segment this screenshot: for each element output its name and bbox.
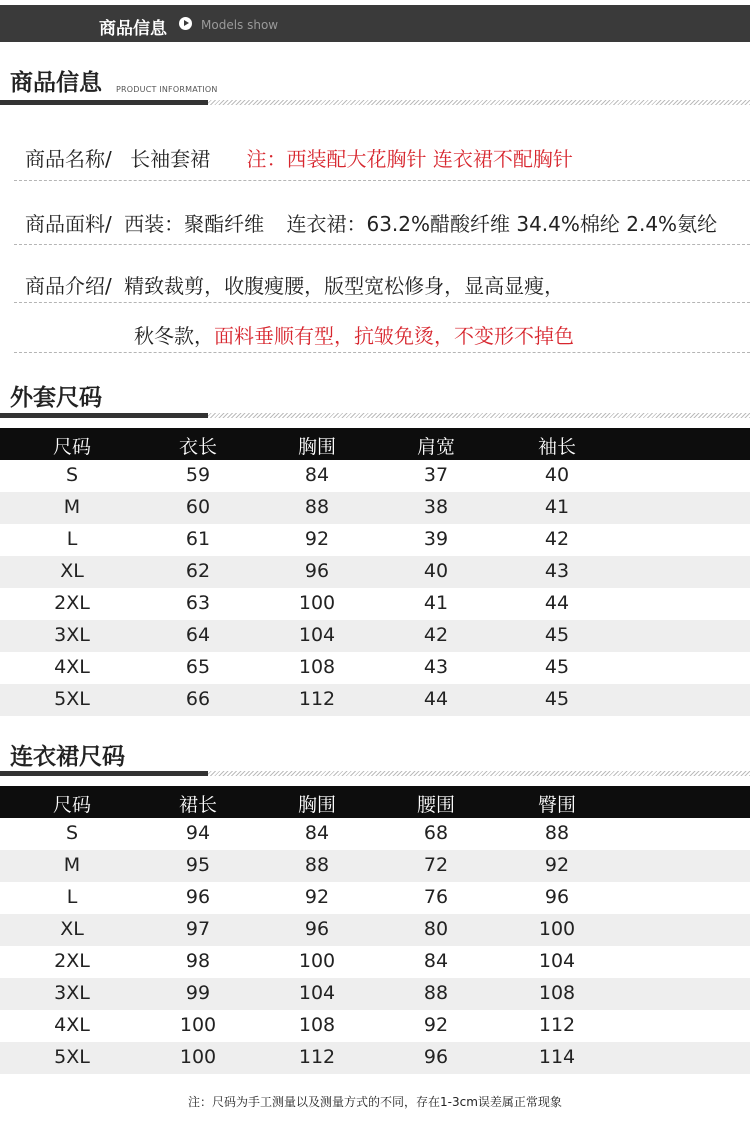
table-cell: 98 xyxy=(185,950,211,972)
table-cell: 3XL xyxy=(54,982,90,1004)
table-cell: 76 xyxy=(423,886,449,908)
table-cell: 104 xyxy=(298,982,336,1004)
table-cell: 38 xyxy=(423,496,449,518)
section-divider-dark xyxy=(0,100,208,105)
table-header-cell: 袖长 xyxy=(537,436,576,458)
table-cell: 108 xyxy=(298,656,336,678)
table-cell: 65 xyxy=(185,656,211,678)
table-cell: 96 xyxy=(185,886,211,908)
table-row xyxy=(0,818,750,850)
table-header-cell: 胸围 xyxy=(297,436,336,458)
table-cell: 112 xyxy=(298,688,336,710)
table-row xyxy=(0,460,750,492)
table-cell: 97 xyxy=(185,918,211,940)
table-header-cell: 肩宽 xyxy=(416,436,455,458)
table-cell: 40 xyxy=(423,560,449,582)
table-cell: 62 xyxy=(185,560,211,582)
table-header-cell: 尺码 xyxy=(52,794,91,816)
product-name-note: 注：西装配大花胸针 连衣裙不配胸针 xyxy=(246,147,573,171)
table-cell: L xyxy=(66,528,78,550)
section-divider-hatch xyxy=(208,100,750,105)
table-header-cell: 臀围 xyxy=(537,794,576,816)
table-row xyxy=(0,882,750,914)
table-cell: 2XL xyxy=(54,592,90,614)
table-cell: 92 xyxy=(423,1014,449,1036)
product-name-row xyxy=(25,143,573,172)
table-header-cell: 裙长 xyxy=(178,794,217,816)
table-row xyxy=(0,850,750,882)
coat-size-title: 外套尺码 xyxy=(10,385,102,411)
table-cell: 41 xyxy=(544,496,570,518)
product-intro-row xyxy=(25,270,564,299)
table-cell: 88 xyxy=(304,854,330,876)
table-row xyxy=(0,492,750,524)
table-cell: 61 xyxy=(185,528,211,550)
table-cell: 96 xyxy=(544,886,570,908)
table-cell: 5XL xyxy=(54,688,90,710)
section-divider-dark xyxy=(0,413,208,418)
dress-size-title: 连衣裙尺码 xyxy=(10,744,125,770)
table-cell: 84 xyxy=(304,822,330,844)
table-cell: 92 xyxy=(544,854,570,876)
table-cell: 100 xyxy=(538,918,576,940)
section-divider-hatch xyxy=(208,771,750,776)
table-cell: 4XL xyxy=(54,1014,90,1036)
table-cell: 96 xyxy=(423,1046,449,1068)
table-row xyxy=(0,1042,750,1074)
table-cell: S xyxy=(65,822,79,844)
table-cell: 95 xyxy=(185,854,211,876)
table-row xyxy=(0,946,750,978)
dashed-divider xyxy=(14,352,750,353)
product-intro-line2 xyxy=(134,320,574,349)
table-row xyxy=(0,620,750,652)
table-cell: 84 xyxy=(423,950,449,972)
info-section-subtitle: PRODUCT INFORMATION xyxy=(116,85,218,94)
table-cell: 44 xyxy=(544,592,570,614)
table-cell: 44 xyxy=(423,688,449,710)
table-cell: 45 xyxy=(544,656,570,678)
table-cell: 96 xyxy=(304,918,330,940)
section-divider-dark xyxy=(0,771,208,776)
header-title: 商品信息 xyxy=(99,19,167,39)
product-name-value: 长袖套裙 xyxy=(130,147,211,171)
table-cell: 5XL xyxy=(54,1046,90,1068)
table-cell: 43 xyxy=(544,560,570,582)
table-cell: 45 xyxy=(544,624,570,646)
table-cell: 66 xyxy=(185,688,211,710)
table-cell: 100 xyxy=(298,950,336,972)
table-cell: 114 xyxy=(538,1046,576,1068)
table-header-cell: 胸围 xyxy=(297,794,336,816)
table-row xyxy=(0,914,750,946)
table-cell: 59 xyxy=(185,464,211,486)
table-row xyxy=(0,1010,750,1042)
table-cell: 40 xyxy=(544,464,570,486)
product-fabric-value-dress: 连衣裙：63.2%醋酸纤维 34.4%棉纶 2.4%氨纶 xyxy=(286,212,718,236)
table-cell: XL xyxy=(60,918,84,940)
table-cell: 112 xyxy=(298,1046,336,1068)
table-cell: 88 xyxy=(304,496,330,518)
table-cell: 84 xyxy=(304,464,330,486)
header-bar xyxy=(0,5,750,42)
table-cell: 108 xyxy=(538,982,576,1004)
table-cell: 2XL xyxy=(54,950,90,972)
product-name-label: 商品名称/ xyxy=(25,147,112,171)
table-cell: 100 xyxy=(179,1014,217,1036)
table-cell: 64 xyxy=(185,624,211,646)
table-cell: 63 xyxy=(185,592,211,614)
dashed-divider xyxy=(14,180,750,181)
product-fabric-value: 西装：聚酯纤维 xyxy=(124,212,265,236)
table-cell: 92 xyxy=(304,528,330,550)
table-cell: M xyxy=(63,854,81,876)
table-cell: 100 xyxy=(179,1046,217,1068)
table-cell: 104 xyxy=(538,950,576,972)
table-header-cell: 腰围 xyxy=(416,794,455,816)
table-cell: L xyxy=(66,886,78,908)
table-cell: 99 xyxy=(185,982,211,1004)
table-cell: 45 xyxy=(544,688,570,710)
table-cell: 68 xyxy=(423,822,449,844)
size-footnote: 注：尺码为手工测量以及测量方式的不同，存在1-3cm误差属正常现象 xyxy=(188,1095,562,1109)
product-intro-label: 商品介绍/ xyxy=(25,274,112,298)
table-header-cell: 尺码 xyxy=(52,436,91,458)
table-cell: 60 xyxy=(185,496,211,518)
table-header-cell: 衣长 xyxy=(178,436,217,458)
table-cell: 43 xyxy=(423,656,449,678)
dashed-divider xyxy=(14,244,750,245)
product-intro-season: 秋冬款， xyxy=(134,324,214,348)
header-subtitle: Models show xyxy=(201,18,279,32)
table-cell: 96 xyxy=(304,560,330,582)
table-cell: 42 xyxy=(544,528,570,550)
product-intro-line1: 精致裁剪，收腹瘦腰，版型宽松修身，显高显瘦， xyxy=(124,274,565,298)
info-section-title: 商品信息 xyxy=(10,70,102,96)
table-row xyxy=(0,556,750,588)
table-cell: S xyxy=(65,464,79,486)
table-cell: 112 xyxy=(538,1014,576,1036)
table-cell: 108 xyxy=(298,1014,336,1036)
table-cell: 104 xyxy=(298,624,336,646)
product-fabric-row xyxy=(25,208,717,237)
table-cell: 4XL xyxy=(54,656,90,678)
table-cell: 41 xyxy=(423,592,449,614)
table-cell: 94 xyxy=(185,822,211,844)
table-cell: M xyxy=(63,496,81,518)
table-header xyxy=(0,428,750,460)
play-circle-icon xyxy=(179,17,192,30)
table-cell: 92 xyxy=(304,886,330,908)
table-cell: 37 xyxy=(423,464,449,486)
table-row xyxy=(0,588,750,620)
product-fabric-label: 商品面料/ xyxy=(25,212,112,236)
table-cell: 72 xyxy=(423,854,449,876)
table-row xyxy=(0,978,750,1010)
section-divider-hatch xyxy=(208,413,750,418)
table-row xyxy=(0,684,750,716)
product-intro-highlight: 面料垂顺有型，抗皱免烫，不变形不掉色 xyxy=(214,324,574,348)
table-row xyxy=(0,652,750,684)
table-cell: 88 xyxy=(423,982,449,1004)
table-cell: 39 xyxy=(423,528,449,550)
dashed-divider xyxy=(14,302,750,303)
table-header xyxy=(0,786,750,818)
table-cell: 80 xyxy=(423,918,449,940)
table-cell: 88 xyxy=(544,822,570,844)
table-cell: 3XL xyxy=(54,624,90,646)
table-row xyxy=(0,524,750,556)
table-cell: 42 xyxy=(423,624,449,646)
table-cell: XL xyxy=(60,560,84,582)
table-cell: 100 xyxy=(298,592,336,614)
